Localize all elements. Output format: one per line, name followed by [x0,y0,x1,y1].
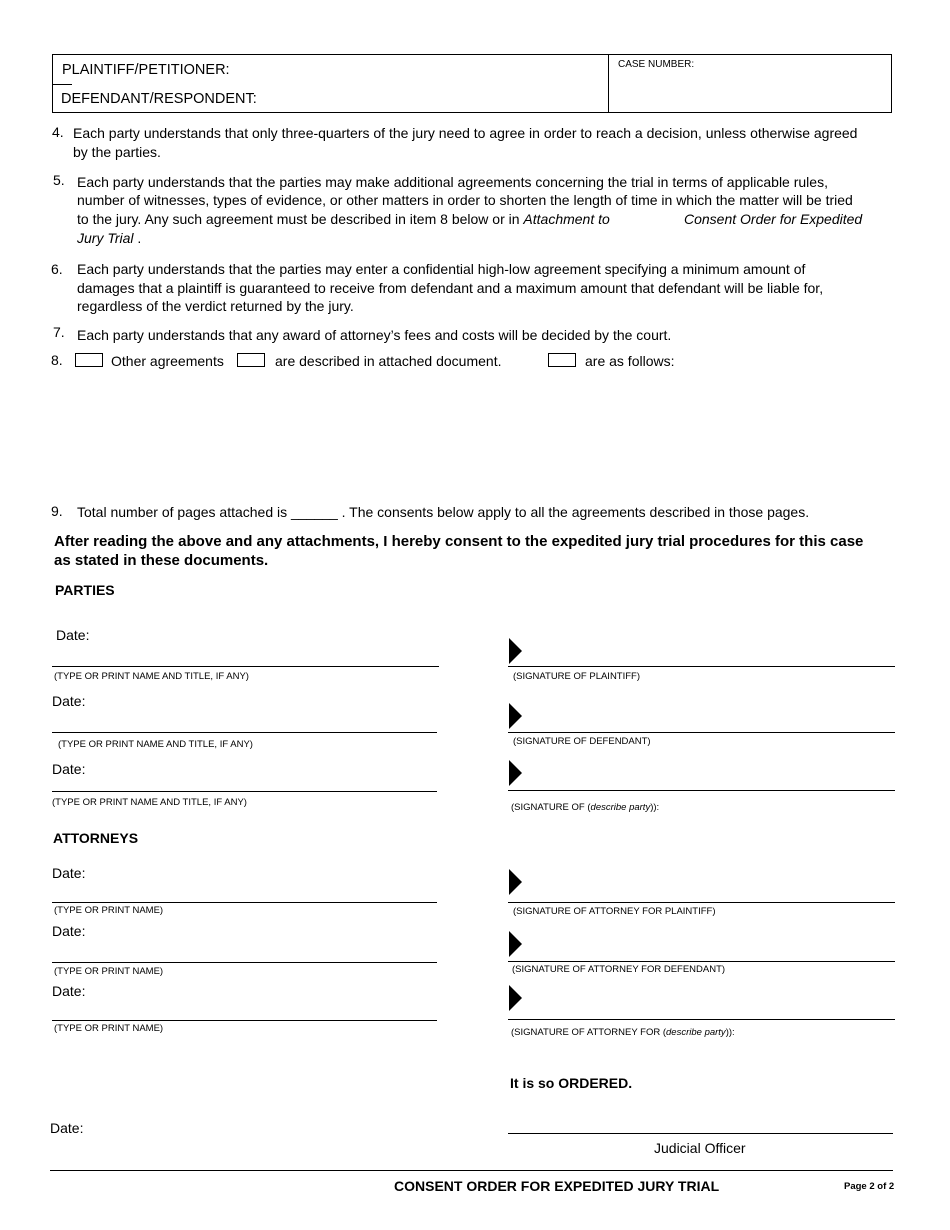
item-5-line-4 [77,229,141,248]
attorney-1-name-line[interactable] [52,902,437,903]
item-5-line-3 [77,210,610,229]
as-follows-checkbox[interactable] [548,353,576,367]
footer-form-title: CONSENT ORDER FOR EXPEDITED JURY TRIAL [394,1178,720,1194]
attorney-2-sign-here-icon [509,931,522,957]
item-4-line-2: by the parties. [73,144,161,160]
attorney-1-sign-here-icon [509,869,522,895]
defendant-signature-line[interactable] [508,732,895,733]
item-5-line-3-text: to the jury. Any such agreement must be described in item 8 below or in [77,211,520,227]
item-9-text: Total number of pages attached is ______ . The consents below apply to all the agreements described in those pages. [77,504,810,520]
item-5-line-1: Each party understands that the parties may make additional agreements concerning the trial in terms of applicable rules, [77,174,828,190]
item-6-line-1: Each party understands that the parties may enter a confidential high-low agreement specifying a minimum amount of [77,261,806,277]
judicial-officer-label: Judicial Officer [654,1140,746,1156]
party-1-sign-here-icon [509,638,522,664]
item-6-line-2: damages that a plaintiff is guaranteed to receive from defendant and a maximum amount that defendant will be liable for, [77,280,824,296]
other-party-sig-text: (SIGNATURE OF ( [511,802,591,813]
attorney-defendant-signature-line[interactable] [508,961,895,962]
attorney-other-signature-caption [511,1027,735,1038]
defendant-label: DEFENDANT/RESPONDENT: [61,91,257,107]
attorney-other-sig-text: (SIGNATURE OF ATTORNEY FOR ( [511,1027,667,1038]
other-party-describe: describe party [590,802,651,813]
attorney-1-name-caption: (TYPE OR PRINT NAME) [54,905,164,916]
attached-document-label: are described in attached document. [275,353,502,369]
party-2-name-line[interactable] [52,732,437,733]
attorney-3-name-caption: (TYPE OR PRINT NAME) [54,1023,164,1034]
defendant-signature-caption: (SIGNATURE OF DEFENDANT) [513,736,651,747]
item-4-number: 4. [52,124,64,140]
party-3-name-line[interactable] [52,791,437,792]
so-ordered-text: It is so ORDERED. [510,1075,633,1091]
item-6-number: 6. [51,261,63,277]
party-2-name-caption: (TYPE OR PRINT NAME AND TITLE, IF ANY) [58,739,253,750]
parties-heading: PARTIES [55,582,115,598]
party-3-date-label: Date: [52,761,86,777]
item-8-number: 8. [51,352,63,368]
item-5-number: 5. [53,172,65,188]
other-party-signature-line[interactable] [508,790,895,791]
attorney-other-signature-line[interactable] [508,1019,895,1020]
other-party-signature-caption [511,802,659,813]
attorney-other-describe: describe party [666,1027,726,1038]
party-2-date-label: Date: [52,693,86,709]
attorney-other-sig-end: )): [725,1027,735,1038]
party-1-name-caption: (TYPE OR PRINT NAME AND TITLE, IF ANY) [54,671,249,682]
attorney-defendant-signature-caption: (SIGNATURE OF ATTORNEY FOR DEFENDANT) [512,964,726,975]
footer-rule [50,1170,893,1171]
other-agreements-checkbox[interactable] [75,353,103,367]
footer-page-number: Page 2 of 2 [844,1181,895,1192]
other-party-sig-end: )): [650,802,660,813]
attorney-2-name-line[interactable] [52,962,437,963]
item-4-line-1: Each party understands that only three-quarters of the jury need to agree in order to reach a decision, unless otherwise agreed [73,125,858,141]
jury-trial-ref: Jury Trial [77,230,134,246]
caption-tick [52,84,72,85]
plaintiff-signature-line[interactable] [508,666,895,667]
party-1-name-line[interactable] [52,666,439,667]
order-date-label: Date: [50,1120,84,1136]
party-1-date-label: Date: [56,627,90,643]
item-7-number: 7. [53,324,65,340]
item-7-text: Each party understands that any award of attorney’s fees and costs will be decided by the court. [77,327,672,343]
consent-line-1: After reading the above and any attachments, I hereby consent to the expedited jury trial procedures for this case [54,533,864,550]
consent-line-2: as stated in these documents. [54,552,269,569]
attorney-1-date-label: Date: [52,865,86,881]
attorney-3-name-line[interactable] [52,1020,437,1021]
item-5-period: . [133,230,142,246]
party-3-sign-here-icon [509,760,522,786]
party-3-name-caption: (TYPE OR PRINT NAME AND TITLE, IF ANY) [52,797,247,808]
as-follows-label: are as follows: [585,353,675,369]
plaintiff-label: PLAINTIFF/PETITIONER: [62,62,230,78]
attached-document-checkbox[interactable] [237,353,265,367]
consent-order-title-ref: Consent Order for Expedited [684,211,863,227]
attorneys-heading: ATTORNEYS [53,830,139,846]
judicial-officer-signature-line[interactable] [508,1133,893,1134]
attorney-2-date-label: Date: [52,923,86,939]
item-6-line-3: regardless of the verdict returned by the jury. [77,298,354,314]
attorney-3-date-label: Date: [52,983,86,999]
attorney-2-name-caption: (TYPE OR PRINT NAME) [54,966,164,977]
item-9-number: 9. [51,503,63,519]
attachment-to-text: Attachment to [523,211,610,227]
attorney-3-sign-here-icon [509,985,522,1011]
plaintiff-signature-caption: (SIGNATURE OF PLAINTIFF) [513,671,641,682]
case-number-label: CASE NUMBER: [618,59,695,70]
attorney-plaintiff-signature-line[interactable] [508,902,895,903]
caption-divider [608,54,609,113]
item-5-line-2: number of witnesses, types of evidence, or other matters in order to shorten the length of time in which the matter will be tried [77,192,853,208]
attorney-plaintiff-signature-caption: (SIGNATURE OF ATTORNEY FOR PLAINTIFF) [513,906,716,917]
party-2-sign-here-icon [509,703,522,729]
other-agreements-label: Other agreements [111,353,224,369]
